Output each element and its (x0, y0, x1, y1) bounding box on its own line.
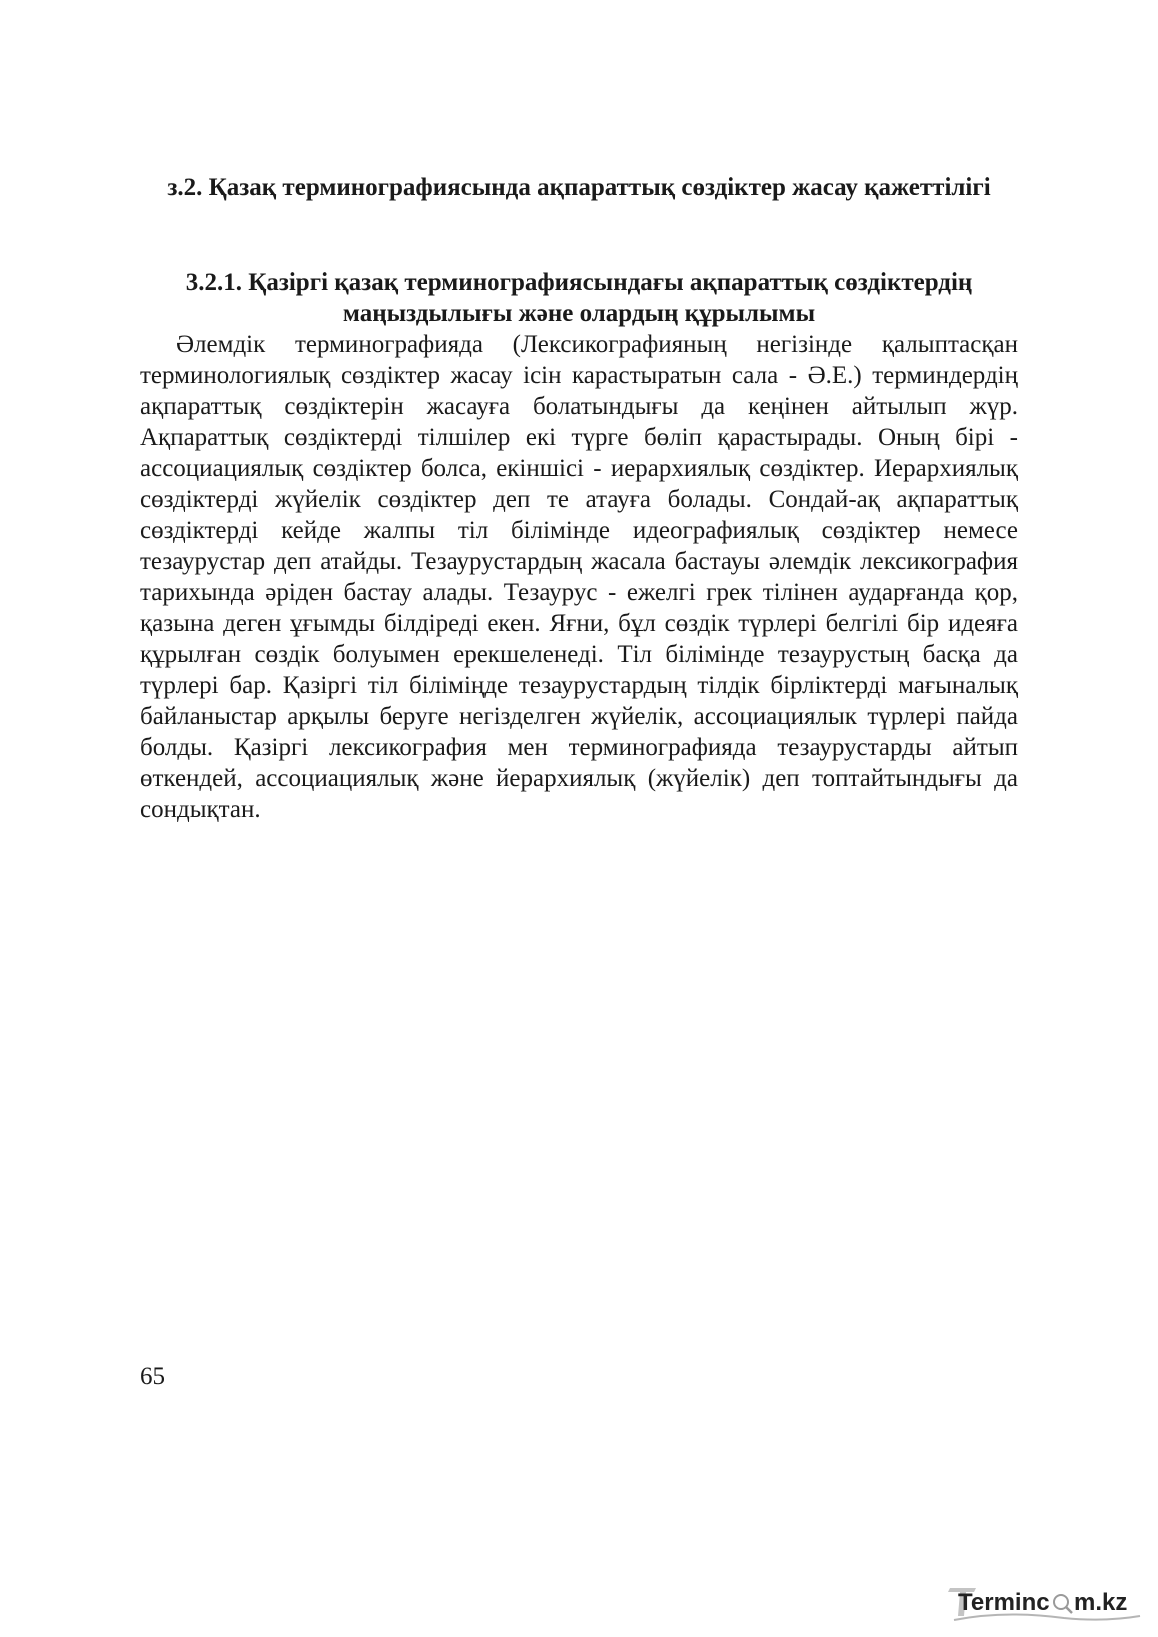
magnifier-icon (1054, 1595, 1072, 1613)
body-paragraph: Әлемдік терминографияда (Лексикографияның негізінде қалыптасқан терминологиялық сөздіктер жасау ісін карастыратын сала - Ә.Е.) терминдердің ақпараттық сөздіктерін жасауға болатындығы да кеңінен айтылып жүр. Ақпараттық сөздіктерді тілшілер екі түрге бөліп қарастырады. Оның бірі - ассоциациялық сөздіктер болса, екіншісі - иерархиялық сөздіктер. Иерархиялық сөздіктерді жүйелік сөздіктер деп те атауға болады. Сондай-ақ ақпараттық сөздіктерді кейде жалпы тіл білімінде идеографиялық сөздіктер немесе тезаурустар деп атайды. Тезаурустардың жасала бастауы әлемдік лексикография тарихында әріден бастау алады. Тезаурус - ежелгі грек тілінен аударғанда қор, қазына деген ұғымды білдіреді екен. Яғни, бұл сөздік түрлері белгілі бір идеяға құрылған сөздік болуымен ерекшеленеді. Тіл білімінде тезаурустың басқа да түрлері бар. Қазіргі тіл біліміңде тезаурустардың тілдік бірліктерді мағыналық байланыстар арқылы беруге негізделген жүйелік, ассоциациялык түрлері пайда болды. Қазіргі лексикография мен терминографияда тезаурустарды айтып өткендей, ассоциациялық және йерархиялық (жүйелік) деп топтайтындығы да сондықтан. (140, 331, 1018, 823)
watermark-text-end: m.kz (1074, 1589, 1128, 1616)
watermark-logo (944, 1580, 1144, 1624)
section-heading: з.2. Қазақ терминографиясында ақпараттық сөздіктер жасау қажеттілігі (167, 174, 991, 201)
svg-text:m.kz (1074, 1589, 1127, 1616)
watermark-text-start: Terminc (958, 1589, 1050, 1616)
subsection-heading: 3.2.1. Қазіргі қазақ терминографиясындағы ақпараттық сөздіктердің маңыздылығы және олардың құрылымы (185, 269, 973, 327)
svg-text:Terminc (958, 1589, 1050, 1616)
page-number: 65 (140, 1363, 165, 1390)
